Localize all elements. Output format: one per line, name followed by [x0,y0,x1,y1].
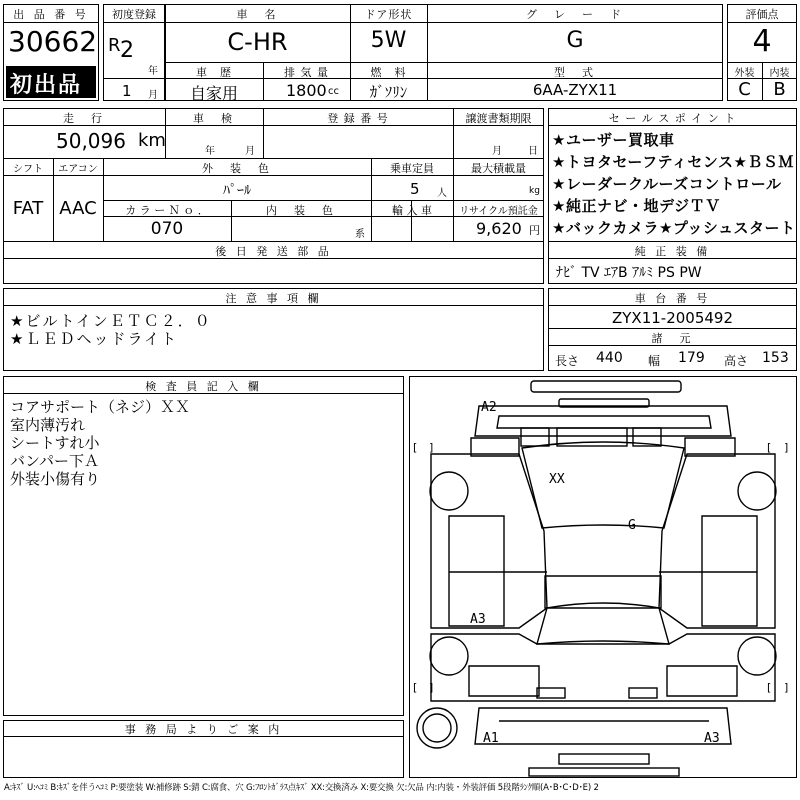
lot-label: 出 品 番 号 [13,8,89,21]
color-no-label: カ ラ ー Ｎ ｏ ． [125,204,209,217]
displacement-unit: cc [328,86,339,97]
recycle-unit: 円 [529,224,540,237]
capacity-label: 乗車定員 [390,162,434,175]
width-value: 179 [678,350,705,366]
grade-label: グ レ ー ド [526,8,624,21]
svg-text:]: ] [784,681,789,694]
lot-number: 30662 [8,25,98,58]
equipment-label: 純 正 装 備 [634,245,711,258]
height-label: 高さ [724,354,749,368]
displacement-label: 排 気 量 [284,66,329,79]
inspector-item: シートすれ小 [10,434,100,452]
import-label: 輸 入 車 [392,204,432,217]
exterior-color-label: 外 装 色 [202,162,272,175]
sales-point-item: ★バックカメラ★プッシュスタート [552,219,796,237]
score-value: 4 [752,24,772,59]
transfer-day-unit: 日 [528,146,538,157]
score-label: 評価点 [745,8,779,21]
office-label: 事 務 局 よ り ご 案 内 [124,723,283,736]
interior-color-unit: 系 [355,229,365,240]
displacement-value: 1800 [286,81,327,100]
inspection-year-unit: 年 [205,146,215,157]
history-label: 車 歴 [196,66,232,79]
capacity-value: 5 [410,180,420,198]
registration-number-label: 登 録 番 号 [327,112,389,125]
aircon-value: AAC [59,198,97,219]
transfer-deadline-label: 譲渡書類期限 [465,112,532,125]
sales-point-item: ★トヨタセーフティセンス★ＢＳＭ [552,153,794,171]
svg-text:]: ] [784,441,789,454]
history-value: 自家用 [189,84,238,103]
mileage-label: 走 行 [63,112,105,125]
sales-point-item: ★レーダークルーズコントロール [552,175,782,193]
svg-text:]: ] [429,441,434,454]
sales-point-item: ★純正ナビ・地デジＴＶ [552,197,721,215]
inspector-label: 検 査 員 記 入 欄 [145,380,262,393]
damage-mark-a3-right: A3 [704,731,720,746]
exterior-score: C [738,79,751,100]
dimensions-label: 諸 元 [651,332,694,345]
max-load-unit: kg [529,186,540,196]
reg-month-unit: 月 [148,90,158,101]
later-parts-label: 後 日 発 送 部 品 [215,245,332,258]
grade-value: G [566,28,584,53]
length-label: 長さ [555,354,580,368]
model-value: 6AA-ZYX11 [532,81,618,99]
car-diagram [409,376,797,778]
inspector-item: 外装小傷有り [10,470,101,488]
damage-mark-a3-left: A3 [470,612,486,627]
recycle-value: 9,620 [476,219,522,238]
svg-text:[: [ [767,681,772,694]
inspection-month-unit: 月 [245,146,255,157]
length-value: 440 [596,350,623,366]
shift-label: シフト [13,164,43,175]
interior-score-label: 内装 [769,68,790,79]
damage-mark-xx: XX [549,472,565,487]
chassis-label: 車 台 番 号 [634,292,711,305]
inspector-item: コアサポート（ネジ）ＸＸ [10,398,191,416]
damage-mark-a2: A2 [481,400,497,415]
note-item: ★ＬＥＤヘッドライト [10,330,178,348]
door-type-value: 5W [370,28,407,53]
interior-score: B [773,79,786,100]
equipment-value: ﾅﾋﾞ TV ｴｱB ｱﾙﾐ PS PW [556,265,702,281]
color-no-value: 070 [150,219,184,239]
reg-year: 2 [120,38,134,63]
reg-year-unit: 年 [148,66,158,77]
fuel-label: 燃 料 [370,66,407,79]
inspector-item: 室内薄汚れ [10,416,86,434]
width-label: 幅 [648,354,661,368]
model-label: 型 式 [554,66,596,79]
fuel-value: ｶﾞｿﾘﾝ [369,83,408,101]
svg-text:]: ] [429,681,434,694]
exterior-score-label: 外装 [734,68,755,79]
svg-text:[: [ [413,681,418,694]
exterior-color-value: ﾊﾟｰﾙ [223,183,251,199]
damage-mark-a1: A1 [483,731,499,746]
note-item: ★ビルトインＥＴＣ２．０ [10,312,212,330]
legend-text: A:ｷｽﾞ U:ﾍｺﾐ B:ｷｽﾞを伴うﾍｺﾐ P:要塗装 W:補修跡 S:錆 C:腐食、穴 G:ﾌﾛﾝﾄｶﾞﾗｽ点ｷｽﾞ XX:交換済み X:要交換 欠:欠品 内:内装・外装評価 5段階ﾗﾝｸ順(A･B･C･D･E) 2 [4,783,599,793]
svg-text:[: [ [767,441,772,454]
transfer-month-unit: 月 [492,146,502,157]
inspection-label: 車 検 [193,112,235,125]
mileage-unit: km [138,130,166,151]
notes-label: 注 意 事 項 欄 [225,292,322,305]
aircon-label: エアコン [58,164,98,175]
car-name-label: 車 名 [236,8,279,21]
reg-month: 1 [122,82,132,100]
shift-value: FAT [12,198,44,219]
svg-text:[: [ [413,441,418,454]
sales-point-item: ★ユーザー買取車 [552,131,675,149]
sales-points-label: セ ー ル ス ポ イ ン ト [608,112,737,125]
max-load-label: 最大積載量 [471,162,526,175]
damage-mark-g: G [628,518,636,533]
capacity-unit: 人 [437,188,447,199]
height-value: 153 [762,350,789,366]
car-name-value: C-HR [227,28,288,56]
recycle-label: リサイクル預託金 [459,206,538,217]
door-type-label: ドア形状 [364,8,413,21]
chassis-value: ZYX11-2005492 [611,309,734,327]
first-registration-label: 初度登録 [112,8,156,21]
inspector-item: バンパー下Ａ [10,452,99,470]
era: R [108,35,121,56]
interior-color-label: 内 装 色 [266,204,336,217]
mileage-value: 50,096 [56,129,126,153]
first-listing-badge-text: 初出品 [10,73,83,98]
